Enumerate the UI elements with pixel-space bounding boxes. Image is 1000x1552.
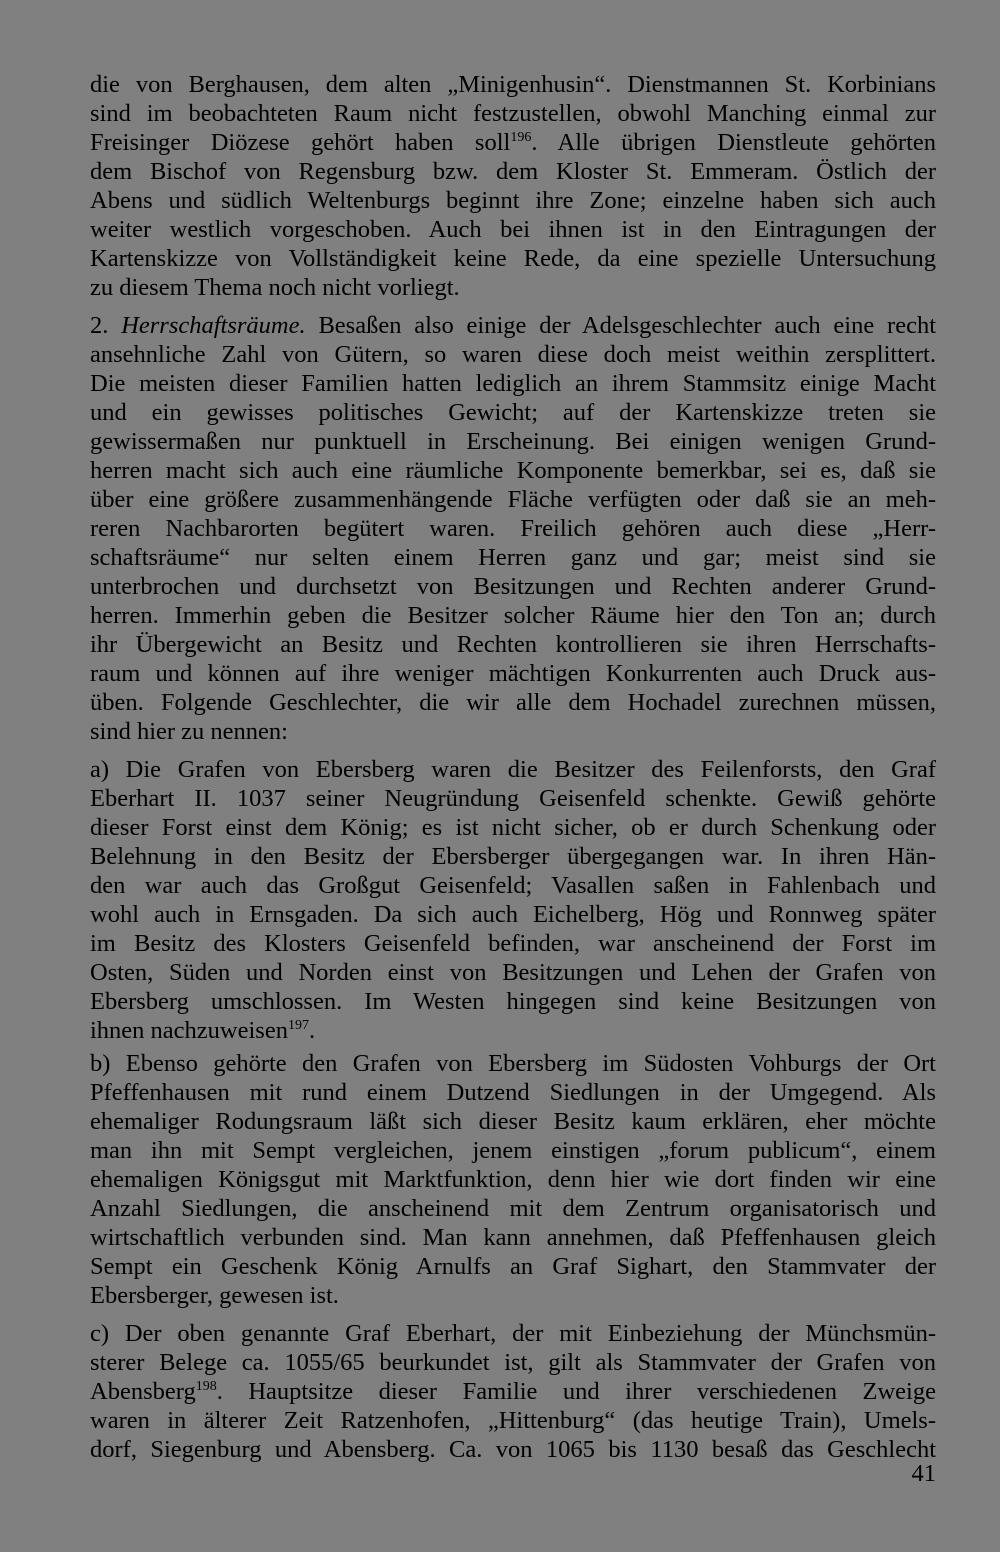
paragraph-berghausen (90, 70, 936, 302)
page-body (90, 70, 936, 1464)
text-line (90, 128, 936, 157)
text-line: sind im beobachteten Raum nicht festzustellen, obwohl Manching einmal zur (90, 100, 936, 127)
text-line (90, 311, 936, 340)
text-line: Ebersberg umschlossen. Im Westen hingegen sind keine Besitzungen von (90, 988, 936, 1015)
text-line: raum und können auf ihre weniger mächtigen Konkurrenten auch Druck aus- (90, 660, 936, 687)
text-line: man ihn mit Sempt vergleichen, jenem einstigen „forum publicum“, einem (90, 1137, 936, 1164)
footnote-ref: 198 (195, 1378, 217, 1394)
text-line: c) Der oben genannte Graf Eberhart, der mit Einbeziehung der Münchsmün- (90, 1320, 936, 1347)
text-line: ehemaliger Rodungsraum läßt sich dieser Besitz kaum erklären, eher möchte (90, 1108, 936, 1135)
text-line: herren. Immerhin geben die Besitzer solcher Räume hier den Ton an; durch (90, 602, 936, 629)
text-line: üben. Folgende Geschlechter, die wir alle dem Hochadel zurechnen müssen, (90, 689, 936, 716)
text-line (90, 1377, 936, 1406)
text-line: Abens und südlich Weltenburgs beginnt ihre Zone; einzelne haben sich auch (90, 187, 936, 214)
text-line: a) Die Grafen von Ebersberg waren die Besitzer des Feilenforsts, den Graf (90, 756, 936, 783)
text-line: über eine größere zusammenhängende Fläche verfügten oder daß sie an meh- (90, 486, 936, 513)
text-line: herren macht sich auch eine räumliche Komponente bemerkbar, sei es, daß sie (90, 457, 936, 484)
text-line: b) Ebenso gehörte den Grafen von Ebersberg im Südosten Vohburgs der Ort (90, 1050, 936, 1077)
text-line: dem Bischof von Regensburg bzw. dem Kloster St. Emmeram. Östlich der (90, 158, 936, 185)
text-span: . Hauptsitze dieser Familie und ihrer verschiedenen Zweige (216, 1378, 936, 1405)
text-line: Anzahl Siedlungen, die anscheinend mit dem Zentrum organisatorisch und (90, 1195, 936, 1222)
page-number: 41 (911, 1460, 936, 1487)
section-title: Herrschaftsräume. (121, 312, 306, 339)
text-line: zu diesem Thema noch nicht vorliegt. (90, 274, 460, 301)
paragraph-herrschaftsraeume (90, 311, 936, 746)
text-line: Kartenskizze von Vollständigkeit keine Rede, da eine spezielle Untersuchung (90, 245, 936, 272)
text-span: Abensberg (90, 1378, 196, 1405)
text-line: Sempt ein Geschenk König Arnulfs an Graf Sighart, den Stammvater der (90, 1253, 936, 1280)
text-line: Die meisten dieser Familien hatten lediglich an ihrem Stammsitz einige Macht (90, 370, 936, 397)
footnote-ref: 196 (510, 129, 532, 145)
text-line: reren Nachbarorten begütert waren. Freilich gehören auch diese „Herr- (90, 515, 936, 542)
text-line: weiter westlich vorgeschoben. Auch bei ihnen ist in den Eintragungen der (90, 216, 936, 243)
text-line: Eberhart II. 1037 seiner Neugründung Geisenfeld schenkte. Gewiß gehörte (90, 785, 936, 812)
section-number: 2. (90, 312, 122, 339)
text-span: . Alle übrigen Dienstleute gehörten (531, 129, 937, 156)
text-span: Besaßen also einige der Adelsgeschlechter auch eine recht (305, 312, 937, 339)
text-line: gewissermaßen nur punktuell in Erscheinung. Bei einigen wenigen Grund- (90, 428, 936, 455)
paragraph-abensberg-c (90, 1319, 936, 1464)
text-line: wohl auch in Ernsgaden. Da sich auch Eichelberg, Hög und Ronnweg später (90, 901, 936, 928)
text-line: schaftsräume“ nur selten einem Herren ganz und gar; meist sind sie (90, 544, 936, 571)
text-span: Freisinger Diözese gehört haben soll (90, 129, 511, 156)
text-line: ihr Übergewicht an Besitz und Rechten kontrollieren sie ihren Herrschafts- (90, 631, 936, 658)
paragraph-ebersberg-a (90, 755, 936, 1045)
text-span: . (308, 1017, 316, 1044)
text-line: waren in älterer Zeit Ratzenhofen, „Hittenburg“ (das heutige Train), Umels- (90, 1407, 936, 1434)
text-line: ansehnliche Zahl von Gütern, so waren diese doch meist weithin zersplittert. (90, 341, 936, 368)
footnote-ref: 197 (287, 1017, 309, 1033)
text-line: Pfeffenhausen mit rund einem Dutzend Siedlungen in der Umgegend. Als (90, 1079, 936, 1106)
text-line: im Besitz des Klosters Geisenfeld befinden, war anscheinend der Forst im (90, 930, 936, 957)
paragraph-ebersberg-b (90, 1049, 936, 1310)
text-line: den war auch das Großgut Geisenfeld; Vasallen saßen in Fahlenbach und (90, 872, 936, 899)
text-line: unterbrochen und durchsetzt von Besitzungen und Rechten anderer Grund- (90, 573, 936, 600)
text-line: und ein gewisses politisches Gewicht; auf der Kartenskizze treten sie (90, 399, 936, 426)
text-line: Belehnung in den Besitz der Ebersberger übergegangen war. In ihren Hän- (90, 843, 936, 870)
text-line (90, 1016, 936, 1045)
text-line: ehemaligen Königsgut mit Marktfunktion, denn hier wie dort finden wir eine (90, 1166, 936, 1193)
text-line: wirtschaftlich verbunden sind. Man kann annehmen, daß Pfeffenhausen gleich (90, 1224, 936, 1251)
text-line: die von Berghausen, dem alten „Minigenhusin“. Dienstmannen St. Korbinians (90, 71, 936, 98)
text-span: ihnen nachzuweisen (90, 1017, 288, 1044)
text-line: Ebersberger, gewesen ist. (90, 1282, 339, 1309)
text-line: sterer Belege ca. 1055/65 beurkundet ist, gilt als Stammvater der Grafen von (90, 1349, 936, 1376)
text-line: dorf, Siegenburg und Abensberg. Ca. von 1065 bis 1130 besaß das Geschlecht (90, 1436, 936, 1463)
text-line: sind hier zu nennen: (90, 718, 288, 745)
text-line: dieser Forst einst dem König; es ist nicht sicher, ob er durch Schenkung oder (90, 814, 936, 841)
text-line: Osten, Süden und Norden einst von Besitzungen und Lehen der Grafen von (90, 959, 936, 986)
